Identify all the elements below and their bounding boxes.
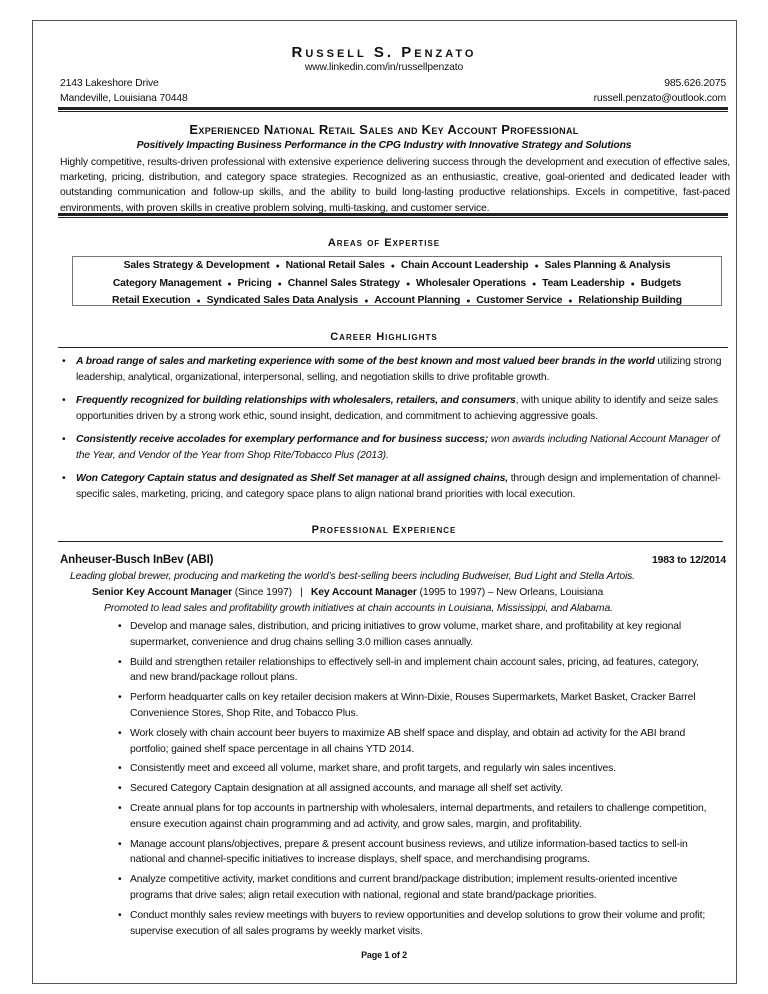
expertise-item: Channel Sales Strategy [287,277,400,289]
expertise-item: Team Leadership [542,277,625,289]
expertise-item: National Retail Sales [285,260,385,271]
expertise-box [72,256,722,306]
divider [58,213,728,218]
experience-bullet: • Consistently meet and exceed all volume, market share, and profit targets, and regularly win sales incentives. [116,761,714,777]
bullet-separator: ● [532,280,537,288]
highlight-lead: Won Category Captain status and designated as Shelf Set manager at all assigned chains, [76,473,508,484]
highlight-lead: A broad range of sales and marketing experience with some of the best known and most valued beer brands in the world [76,356,655,367]
candidate-name: Russell S. Penzato [291,44,477,61]
section-title-expertise: Areas of Expertise [327,237,441,249]
experience-bullet: • Develop and manage sales, distribution, and pricing initiatives to grow volume, market share, and profitability at key regional supermarket, convenience and drug chains selling 3.0 million cases annually. [116,619,714,651]
divider [58,541,723,542]
role-dates: (1995 to 1997) – New Orleans, Louisiana [416,587,604,598]
role-dates: (Since 1997) | [232,587,311,598]
highlight-text: won awards including National Account Manager of the Year, and Vendor of the Year from Shop Rite/Tobacco Plus (2013). [76,434,720,461]
experience-bullet: • Secured Category Captain designation at all assigned accounts, and manage all shelf set activity. [116,781,714,797]
experience-bullet: • Manage account plans/objectives, prepare & present account business reviews, and utilize information-based tactics to sell-in national and channel-specific initiatives to increase displays, shelf space, and merchandising programs. [116,837,714,869]
job-titles [92,587,603,598]
highlight-item [60,354,728,386]
bullet-separator: ● [534,263,539,270]
expertise-item: Account Planning [374,295,461,306]
experience-bullets [116,619,714,943]
highlight-lead: Frequently recognized for building relationships with wholesalers, retailers, and consumers [76,395,516,406]
linkedin-link[interactable]: www.linkedin.com/in/russellpenzato [304,62,464,73]
section-title-highlights: Career Highlights [330,331,438,343]
email[interactable]: russell.penzato@outlook.com [593,93,726,104]
experience-bullet: • Work closely with chain account beer buyers to maximize AB shelf space and display, and obtain ad activity for the ABI brand portfolio; gained shelf space percentage in all chains YTD 2014. [116,726,714,758]
expertise-item: Chain Account Leadership [400,260,529,271]
experience-bullet: • Analyze competitive activity, market conditions and current brand/package distribution; implement results-oriented incentive programs that drive sales; align retail execution with national, regional and state brand/package priorities. [116,872,714,904]
page-number: Page 1 of 2 [361,950,407,960]
expertise-item: Sales Strategy & Development [123,260,270,271]
highlight-text: , with unique ability to identify and seize sales opportunities driven by a strong work ethic, sound insight, dedication, and commitment to achieving aggressive goals. [76,395,718,422]
experience-bullet: • Create annual plans for top accounts in partnership with wholesalers, internal departments, and retailers to challenge competition, ensure execution against chain programming and ad activity, and grow sales, margin, and profitability. [116,801,714,833]
bullet-separator: ● [196,298,201,305]
highlight-lead: Consistently receive accolades for exemplary performance and for business success; [76,434,489,445]
highlight-text: utilizing strong leadership, analytical, organizational, interpersonal, selling, and negotiation skills to drive profitable growth. [76,356,722,383]
summary-paragraph: Highly competitive, results-driven professional with extensive experience delivering success through the development and execution of effective sales, marketing, pricing, distribution, and category space strategies. Recognized as an enthusiastic, creative, goal-oriented and dedicated leader with outstanding communication and follow-up skills, and the ability to build long-lasting productive relationships. Excels in competitive, fast-paced environments, with proven skills in creative problem solving, multi-tasking, and customer service. [60,157,730,214]
highlight-item [60,432,728,464]
expertise-item: Sales Planning & Analysis [544,260,671,271]
bullet-separator: ● [405,280,411,288]
expertise-item: Budgets [640,277,682,289]
role-description: Promoted to lead sales and profitability growth initiatives at chain accounts in Louisiana, Mississippi, and Alabama. [104,603,613,614]
bullet-separator: ● [277,280,282,288]
phone: 985.626.2075 [664,78,726,89]
section-title-experience: Professional Experience [311,524,457,536]
role-title: Senior Key Account Manager [92,587,233,598]
bullet-separator: ● [630,280,635,288]
expertise-row [73,293,721,311]
expertise-item: Customer Service [476,295,563,306]
headline: Experienced National Retail Sales and Key Account Professional [189,122,579,137]
expertise-item: Pricing [237,277,272,289]
highlight-item [60,471,728,503]
divider [58,107,728,112]
company-description: Leading global brewer, producing and marketing the world’s best-selling beers including Budweiser, Bud Light and Stella Artois. [70,571,635,582]
bullet-separator: ● [568,298,573,305]
bullet-separator: ● [466,298,471,305]
bullet-separator: ● [227,280,232,288]
bullet-separator: ● [364,298,369,305]
expertise-row [73,258,721,276]
expertise-item: Relationship Building [578,295,682,306]
bullet-separator: ● [275,263,280,270]
role-title: Key Account Manager [310,587,417,598]
experience-bullet: • Perform headquarter calls on key retailer decision makers at Winn-Dixie, Rouses Supermarkets, Market Basket, Cracker Barrel Convenience Stores, Shop Rite, and Tobacco Plus. [116,690,714,722]
company-dates: 1983 to 12/2014 [651,555,726,566]
highlight-text: through design and implementation of channel-specific sales, marketing, pricing, and category space plans to align national brand priorities with local execution. [76,473,721,500]
address-line-2: Mandeville, Louisiana 70448 [60,93,188,104]
divider [58,347,728,348]
bullet-separator: ● [390,263,395,270]
experience-bullet: • Build and strengthen retailer relationships to effectively sell-in and implement chain account sales, pricing, ad features, category, and new brand/package rollout plans. [116,655,714,687]
expertise-item: Category Management [112,277,222,289]
expertise-item: Retail Execution [112,295,191,306]
expertise-item: Wholesaler Operations [416,277,527,289]
expertise-row [73,276,721,294]
highlights-list [60,354,728,510]
experience-bullet: • Conduct monthly sales review meetings with buyers to review opportunities and develop solutions to grow their volume and profit; supervise execution of all sales programs by weekly market visits. [116,908,714,940]
subheadline: Positively Impacting Business Performance in the CPG Industry with Innovative Strategy and Solutions [136,140,632,151]
expertise-item: Syndicated Sales Data Analysis [206,295,359,306]
highlight-item [60,393,728,425]
address-line-1: 2143 Lakeshore Drive [60,78,159,89]
company-name: Anheuser-Busch InBev (ABI) [60,554,214,566]
